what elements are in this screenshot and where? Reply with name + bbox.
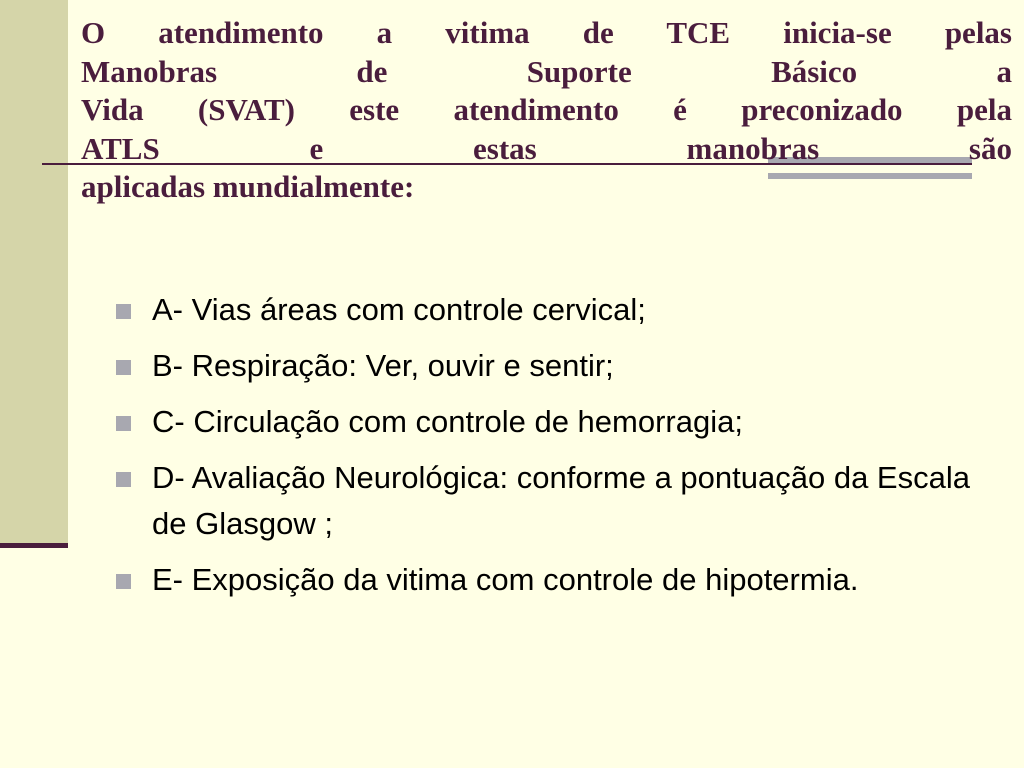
bullet-item-d [116, 455, 996, 547]
bullet-item-a [116, 287, 996, 333]
bullet-text: A- Vias áreas com controle cervical; [152, 292, 646, 327]
square-bullet-icon [116, 472, 131, 487]
bullet-text: D- Avaliação Neurológica: conforme a pontuação da Escala de Glasgow ; [152, 460, 970, 541]
bullet-text: E- Exposição da vitima com controle de hipotermia. [152, 562, 859, 597]
title-line: ATLS e estas manobras são [81, 130, 1012, 166]
bullet-text: C- Circulação com controle de hemorragia; [152, 404, 743, 439]
square-bullet-icon [116, 304, 131, 319]
title-line: aplicadas mundialmente: [81, 169, 415, 204]
slide-title [81, 14, 1012, 207]
bullet-list [116, 287, 996, 613]
title-line: O atendimento a vitima de TCE inicia-se pelas [81, 15, 1012, 50]
bullet-item-c [116, 399, 996, 445]
title-line: Manobras de Suporte Básico a [81, 53, 1012, 89]
square-bullet-icon [116, 416, 131, 431]
square-bullet-icon [116, 574, 131, 589]
bullet-item-e [116, 557, 996, 603]
bullet-text: B- Respiração: Ver, ouvir e sentir; [152, 348, 614, 383]
title-line: Vida (SVAT) este atendimento é preconizado pela [81, 92, 1012, 127]
square-bullet-icon [116, 360, 131, 375]
left-bar-underline [0, 543, 68, 548]
left-decorative-bar [0, 0, 68, 545]
bullet-item-b [116, 343, 996, 389]
